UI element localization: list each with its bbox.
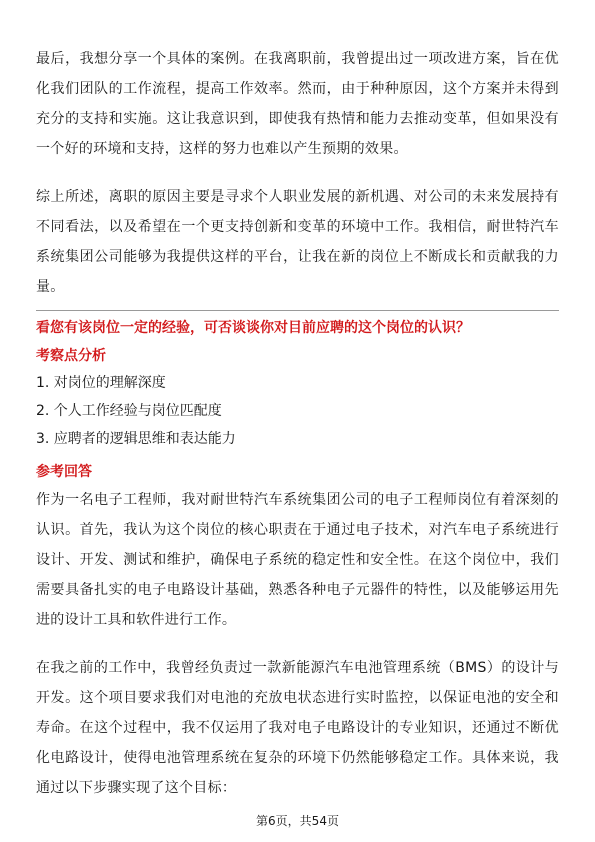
answer-title: 参考回答 bbox=[36, 464, 92, 480]
analysis-item: 2. 个人工作经验与岗位匹配度 bbox=[36, 403, 222, 419]
document-page bbox=[36, 44, 559, 803]
analysis-item: 3. 应聘者的逻辑思维和表达能力 bbox=[36, 431, 236, 447]
section-divider bbox=[36, 310, 559, 311]
analysis-title: 考察点分析 bbox=[36, 348, 106, 364]
answer-paragraph-1: 作为一名电子工程师，我对耐世特汽车系统集团公司的电子工程师岗位有着深刻的认识。首先，我认为这个岗位的核心职责在于通过电子技术，对汽车电子系统进行设计、开发、测试和维护，确保电子系统的稳定性和安全性。在这个岗位中，我们需要具备扎实的电子电路设计基础，熟悉各种电子元器件的特性，以及能够运用先进的设计工具和软件进行工作。 bbox=[36, 492, 559, 628]
analysis-item: 1. 对岗位的理解深度 bbox=[36, 375, 166, 391]
intro-paragraph-1: 最后，我想分享一个具体的案例。在我离职前，我曾提出过一项改进方案，旨在优化我们团队的工作流程，提高工作效率。然而，由于种种原因，这个方案并未得到充分的支持和实施。这让我意识到，即使我有热情和能力去推动变革，但如果没有一个好的环境和支持，这样的努力也难以产生预期的效果。 bbox=[36, 51, 559, 157]
answer-paragraph-2: 在我之前的工作中，我曾经负责过一款新能源汽车电池管理系统（BMS）的设计与开发。这个项目要求我们对电池的充放电状态进行实时监控，以保证电池的安全和寿命。在这个过程中，我不仅运用了我对电子电路设计的专业知识，还通过不断优化电路设计，使得电池管理系统在复杂的环境下仍然能够稳定工作。具体来说，我通过以下步骤实现了这个目标： bbox=[36, 660, 559, 796]
paragraph-spacer bbox=[36, 164, 559, 182]
paragraph-spacer bbox=[36, 635, 559, 653]
intro-paragraph-2: 综上所述，离职的原因主要是寻求个人职业发展的新机遇、对公司的未来发展持有不同看法，以及希望在一个更支持创新和变革的环境中工作。我相信，耐世特汽车系统集团公司能够为我提供这样的平台，让我在新的岗位上不断成长和贡献我的力量。 bbox=[36, 189, 559, 295]
interview-question: 看您有该岗位一定的经验，可否谈谈你对目前应聘的这个岗位的认识？ bbox=[36, 320, 470, 336]
page-number: 第6页，共54页 bbox=[256, 814, 339, 828]
